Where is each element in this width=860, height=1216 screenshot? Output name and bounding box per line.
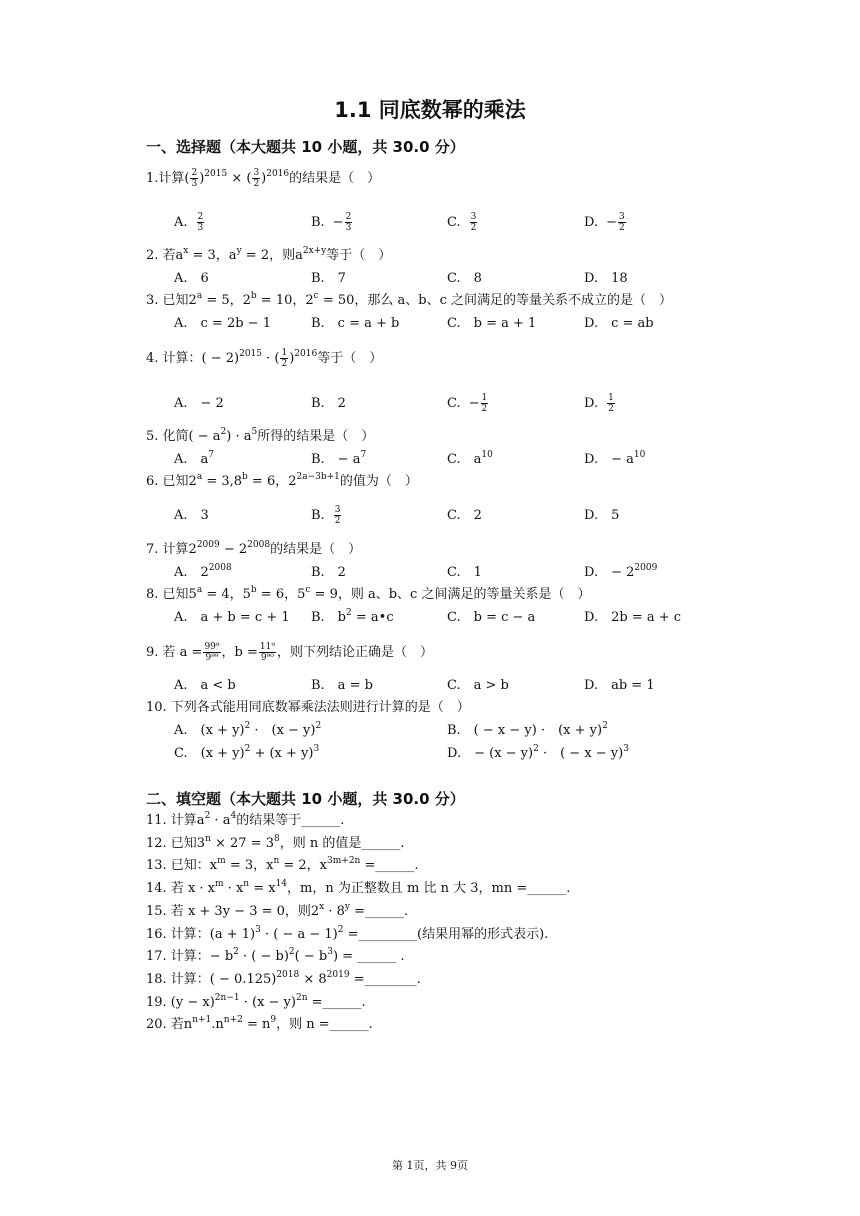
q8-option-d: D. 2b = a + c: [584, 610, 682, 625]
q7-option-a: A. $2^{2008}$: [174, 563, 232, 580]
question-5: 5. 化简( − $a^2) \cdot a^5$所得的结果是（ ）: [146, 427, 375, 444]
question-15: 15. 若 x + 3y − 3 = 0，则$2^x \cdot 8^y$ =______.: [146, 902, 409, 919]
q10-option-d: D. − $(x - y)^2$ · ( − x − y)$^3$: [447, 744, 629, 761]
page-footer: 第 1页，共 9页: [392, 1159, 468, 1172]
q8-option-a: A. a + b = c + 1: [174, 610, 290, 625]
q1-option-c: C. $\frac{3}{2}$: [447, 212, 477, 233]
q10-option-c: C. $(x + y)^2 + (x + y)^3$: [174, 744, 320, 761]
question-12: 12. 已知$3^n \times 27 = 3^8$，则 n 的值是______.: [146, 834, 405, 851]
q4-option-c: C. − $\frac{1}{2}$: [447, 393, 488, 414]
q3-option-c: C. b = a + 1: [447, 316, 537, 331]
q6-option-d: D. 5: [584, 508, 620, 523]
q4-option-b: B. 2: [311, 396, 346, 411]
q6-option-c: C. 2: [447, 508, 482, 523]
q4-option-a: A. − 2: [174, 396, 224, 411]
q6-option-b: B. $\frac{3}{2}$: [311, 505, 341, 526]
question-3: 3. 已知$2^a = 5$，$2^b = 10$，$2^c = 50$，那么 a、b、c 之间满足的等量关系不成立的是（ ）: [146, 291, 673, 308]
q2-option-d: D. 18: [584, 271, 628, 286]
q1-option-a: A. $\frac{2}{3}$: [174, 212, 204, 233]
q7-option-b: B. 2: [311, 565, 346, 580]
question-13: 13. 已知：$x^m = 3$，$x^n = 2$，$x^{3m+2n}$ =______.: [146, 856, 419, 873]
q3-option-a: A. c = 2b − 1: [174, 316, 271, 331]
question-11: 11. 计算$a^2 \cdot a^4$的结果等于______.: [146, 811, 345, 828]
q9-option-b: B. a = b: [311, 678, 373, 693]
question-1: 1.计算( $\frac{2}{3}$ )$^{2015}$ × ( $\frac{3}{2}$ )$^{2016}$的结果是（ ）: [146, 168, 381, 189]
page-title: 1.1 同底数幂的乘法: [334, 98, 526, 122]
question-4: 4. 计算：( − 2)$^{2015}$ · ( $\frac{1}{2}$ )$^{2016}$等于（ ）: [146, 348, 383, 369]
q9-option-d: D. ab = 1: [584, 678, 655, 693]
question-20: 20. 若$n^{n+1}.n^{n+2} = n^9$，则 n =______.: [146, 1015, 373, 1032]
q10-option-a: A. $(x + y)^2$ · $(x - y)^2$: [174, 721, 322, 738]
q3-option-d: D. c = ab: [584, 316, 654, 331]
question-19: 19. $(y - x)^{2n-1} \cdot (x - y)^{2n}$ =______.: [146, 993, 366, 1010]
q4-option-d: D. $\frac{1}{2}$: [584, 393, 614, 414]
question-14: 14. 若 $x \cdot x^m \cdot x^n = x^{14}$，m，n 为正整数且 m 比 n 大 3，mn =______.: [146, 879, 571, 896]
q7-option-c: C. 1: [447, 565, 482, 580]
q6-option-a: A. 3: [174, 508, 209, 523]
question-18: 18. 计算：( − $0.125)^{2018} \times 8^{2019}$ =________.: [146, 970, 421, 987]
question-8: 8. 已知$5^a = 4$，$5^b = 6$，$5^c = 9$，则 a、b、c 之间满足的等量关系是（ ）: [146, 585, 591, 602]
q8-option-c: C. b = c − a: [447, 610, 536, 625]
q2-option-c: C. 8: [447, 271, 482, 286]
q8-option-b: B. $b^2$ = a•c: [311, 608, 394, 625]
question-16: 16. 计算：$(a + 1)^3$ · ( − a − 1)$^2$ =_________(结果用幂的形式表示).: [146, 925, 549, 942]
q2-option-a: A. 6: [174, 271, 209, 286]
q5-option-b: B. − $a^7$: [311, 450, 367, 467]
q9-option-c: C. a > b: [447, 678, 509, 693]
section-heading-choice: 一、选择题（本大题共 10 小题，共 30.0 分）: [146, 138, 465, 156]
section-heading-fill: 二、填空题（本大题共 10 小题，共 30.0 分）: [146, 790, 465, 808]
question-6: 6. 已知$2^a = 3,8^b = 6$，$2^{2a-3b+1}$的值为（ ）: [146, 472, 418, 489]
question-9: 9. 若 a = $\frac{\text{99⁹}}{\text{9⁹⁹}}$ ，b = $\frac{\text{11⁹}}{\text{9⁹⁰}}$ ，则下列结论正确是（ ）: [146, 642, 433, 663]
q3-option-b: B. c = a + b: [311, 316, 400, 331]
question-10: 10. 下列各式能用同底数幂乘法法则进行计算的是（ ）: [146, 700, 470, 715]
question-17: 17. 计算：− $b^2$ · ( − $b)^2( - b^3)$ = ______ .: [146, 947, 405, 964]
q10-option-b: B. ( − x − y) · $(x + y)^2$: [447, 721, 608, 738]
q5-option-d: D. − $a^{10}$: [584, 450, 646, 467]
q5-option-a: A. $a^7$: [174, 450, 215, 467]
q9-option-a: A. a < b: [174, 678, 236, 693]
q2-option-b: B. 7: [311, 271, 346, 286]
question-7: 7. 计算$2^{2009} - 2^{2008}$的结果是（ ）: [146, 540, 362, 557]
question-2: 2. 若$a^x = 3$，$a^y = 2$，则$a^{2x+y}$等于（ ）: [146, 246, 392, 263]
q1-option-b: B. − $\frac{2}{3}$: [311, 212, 352, 233]
q7-option-d: D. − $2^{2009}$: [584, 563, 658, 580]
q1-option-d: D. − $\frac{3}{2}$: [584, 212, 625, 233]
q5-option-c: C. $a^{10}$: [447, 450, 493, 467]
